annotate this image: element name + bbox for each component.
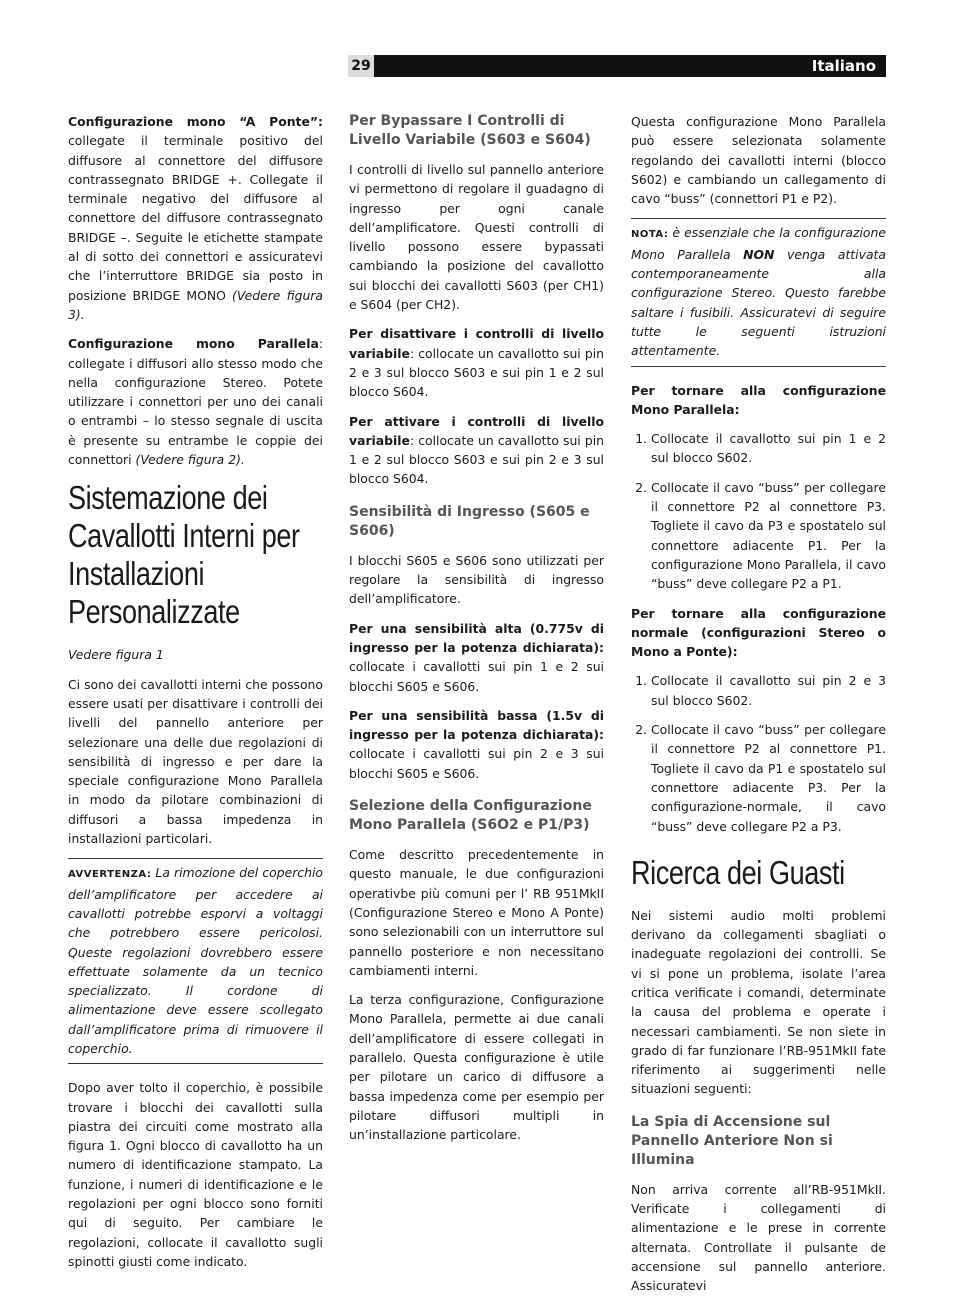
parallel-text: : collegate i diffusori allo stesso modo che nella configurazione Stereo. Potete utilizzare i connettori per uno dei canali o entrambi – lo stesso segnale di uscita è presente su entrambe le coppie dei connettori bbox=[68, 336, 323, 468]
see-figure: Vedere figura 1 bbox=[68, 647, 164, 663]
heading-mono-parallel: Selezione della Configurazione Mono Parallela (S6O2 e P1/P3) bbox=[349, 798, 592, 834]
column-2 bbox=[349, 112, 604, 1154]
column-3 bbox=[631, 112, 886, 1306]
paragraph-low-sensitivity bbox=[349, 706, 604, 783]
paragraph-enable bbox=[349, 412, 604, 489]
parallel-ref: (Vedere figura 2). bbox=[135, 452, 245, 468]
paragraph-bridge bbox=[68, 112, 323, 324]
list-item: 1. Collocate il cavallotto sui pin 2 e 3 sul blocco S602. bbox=[651, 671, 886, 710]
high-sens-label: Per una sensibilità alta (0.775v di ingresso per la potenza dichiarata): bbox=[349, 620, 604, 655]
return-mono-heading: Per tornare alla configurazione Mono Parallela: bbox=[631, 382, 886, 417]
note-label: NOTA: bbox=[631, 229, 669, 241]
section-heading-troubleshooting: Ricerca dei Guasti bbox=[631, 853, 845, 891]
low-sens-label: Per una sensibilità bassa (1.5v di ingresso per la potenza dichiarata): bbox=[349, 707, 604, 743]
paragraph-disable bbox=[349, 324, 604, 401]
paragraph-power-light: Non arriva corrente all’RB-951MkII. Verificate i collegamenti di alimentazione e le prese in corrente alternata. Controllate il pulsante de accensione sul pannello anteriore. Assicuratevi bbox=[631, 1181, 886, 1294]
list-item: 1. Collocate il cavallotto sui pin 1 e 2 sul blocco S602. bbox=[651, 429, 886, 468]
section-heading-jumpers: Sistemazione dei Cavallotti Interni per Installazioni Personalizzate bbox=[68, 479, 300, 631]
paragraph-mono-select: Questa configurazione Mono Parallela può essere selezionata solamente regolando dei cavallotti interni (blocco S602) e cambiando un callegamento di cavo “buss” (connettori P1 e P2). bbox=[631, 114, 886, 207]
note-text-a: è essenziale che la configurazione Mono Parallela bbox=[631, 225, 886, 262]
list-item: 2. Collocate il cavo “buss” per collegare il connettore P2 al connettore P1. Togliete il cavo da P1 e spostatelo sul connettore adiacente P3. Per la configurazione-normale, il cavo “buss” deve collegare P2 a P3. bbox=[651, 720, 886, 836]
note-box bbox=[631, 218, 886, 366]
parallel-label: Configurazione mono Parallela bbox=[68, 336, 319, 352]
warning-box bbox=[68, 858, 323, 1064]
heading-power-light: La Spia di Accensione sul Pannello Anteriore Non si Illumina bbox=[631, 1113, 833, 1168]
return-mono-list bbox=[631, 429, 886, 593]
column-1 bbox=[68, 112, 323, 1281]
paragraph-mono-1: Come descritto precedentemente in questo manuale, le due configurazioni operativbe più comuni per l’ RB 951MkII (Configurazione Stereo e Mono A Ponte) sono selezionabili con un interruttore sul pannello posteriore e non necessitano cambiamenti interni. bbox=[349, 847, 604, 978]
page-number: 29 bbox=[348, 55, 374, 77]
low-sens-text: collocate i cavallotti sui pin 2 e 3 sui blocchi S605 e S606. bbox=[349, 746, 604, 781]
paragraph-mono-2: La terza configurazione, Configurazione Mono Parallela, permette ai due canali dell’amplificatore di essere collegati in parallelo. Questa configurazione è utile per pilotare un carico di diffusore a bassa impedenza come per esempio per pilotare diffusori multipli in un’installazione particolare. bbox=[349, 992, 604, 1143]
warning-text: La rimozione del coperchio dell’amplificatore per accedere ai cavallotti potrebbe esporvi a voltaggi che potrebbero essere pericolosi. Queste regolazioni dovrebbero essere effettuate solamente da un tecnico specializzato. Il cordone di alimentazione deve essere scollegato dall’amplificatore prima di rimuovere il coperchio. bbox=[68, 865, 323, 1056]
header-bar bbox=[348, 55, 886, 77]
paragraph-troubleshooting: Nei sistemi audio molti problemi derivano da collegamenti sbagliati o inadeguate regolazioni dei controlli. Se vi si pone un problema, isolate l’area critica verificate i comandi, determinate la causa del problema e operate i necessari cambiamenti. Se non siete in grado di far funzionare l’RB-951MkII fate riferimento ai suggerimenti nelle situazioni seguenti: bbox=[631, 907, 886, 1097]
disable-text: : collocate un cavallotto sui pin 2 e 3 sul blocco S603 e sui pin 1 e 2 sul blocco S604. bbox=[349, 345, 604, 400]
list-item: 2. Collocate il cavo “buss” per collegare il connettore P2 al connettore P3. Togliete il cavo da P3 e spostatelo sul connettore adiacente P1. Per la configurazione Mono Parallela, il cavo “buss” deve collegare P2 a P1. bbox=[651, 478, 886, 594]
paragraph-sensitivity: I blocchi S605 e S606 sono utilizzati per regolare la sensibilità di ingresso dell’amplificatore. bbox=[349, 552, 604, 607]
heading-sensitivity: Sensibilità di Ingresso (S605 e S606) bbox=[349, 503, 590, 539]
high-sens-text: collocate i cavallotti sui pin 1 e 2 sui blocchi S605 e S606. bbox=[349, 659, 604, 694]
disable-label: Per disattivare i controlli di livello variabile bbox=[349, 326, 604, 361]
paragraph-jumper-blocks: Dopo aver tolto il coperchio, è possibile trovare i blocchi dei cavallotti sulla piastra dei circuiti come mostrato alla figura 1. Ogni blocco di cavallotto ha un numero di identificazione stampato. La funzione, i numeri di identificazione e le regolazioni per ogni blocco sono forniti qui di seguito. Per cambiare le regolazioni, collocate il cavallotto sugli spinotti giusti come indicato. bbox=[68, 1080, 323, 1269]
return-normal-heading: Per tornare alla configurazione normale (configurazioni Stereo o Mono a Ponte): bbox=[631, 605, 886, 660]
enable-text: : collocate un cavallotto sui pin 1 e 2 sul blocco S603 e sui pin 2 e 3 sul blocco S604. bbox=[349, 432, 604, 487]
note-paragraph bbox=[631, 223, 886, 360]
paragraph-parallel bbox=[68, 334, 323, 469]
note-non: NON bbox=[743, 246, 775, 262]
warning-label: AVVERTENZA: bbox=[68, 869, 152, 881]
heading-bypass: Per Bypassare I Controlli di Livello Variabile (S603 e S604) bbox=[349, 113, 591, 148]
bridge-ref: (Vedere figura 3). bbox=[68, 287, 323, 322]
enable-label: Per attivare i controlli di livello variabile bbox=[349, 413, 604, 448]
language-label: Italiano bbox=[811, 57, 876, 75]
bridge-text: collegate il terminale positivo del diffusore al connettore del diffusore contrassegnato BRIDGE +. Collegate il terminale negativo del diffusore al connettore del diffusore contrassegnato BRIDGE –. Seguite le etichette stampate al di sotto dei connettori e assicuratevi che l’interruttore BRIDGE sia posto in posizione BRIDGE MONO bbox=[68, 133, 323, 303]
paragraph-high-sensitivity bbox=[349, 619, 604, 696]
note-text-b: venga attivata contemporaneamente alla configurazione Stereo. Questo farebbe saltare i fusibili. Assicuratevi di seguire tutte le seguenti istruzioni attentamente. bbox=[631, 246, 886, 359]
bridge-label: Configurazione mono “A Ponte”: bbox=[68, 114, 323, 129]
paragraph-jumpers-intro: Ci sono dei cavallotti interni che possono essere usati per disattivare i controlli dei livelli del pannello anteriore per selezionare una delle due regolazioni di sensibilità di ingresso e per dare la speciale configurazione Mono Parallela in modo da pilotare combinazioni di diffusori a bassa impedenza in installazioni particolari. bbox=[68, 676, 323, 847]
return-normal-list bbox=[631, 671, 886, 835]
warning-paragraph bbox=[68, 863, 323, 1058]
paragraph-bypass: I controlli di livello sul pannello anteriore vi permettono di regolare il guadagno di ingresso per ogni canale dell’amplificatore. Questi controlli di livello possono essere bypassati cambiando la posizione del cavallotto sui blocchi dei cavallotti S603 (per CH1) e S604 (per CH2). bbox=[349, 162, 604, 313]
